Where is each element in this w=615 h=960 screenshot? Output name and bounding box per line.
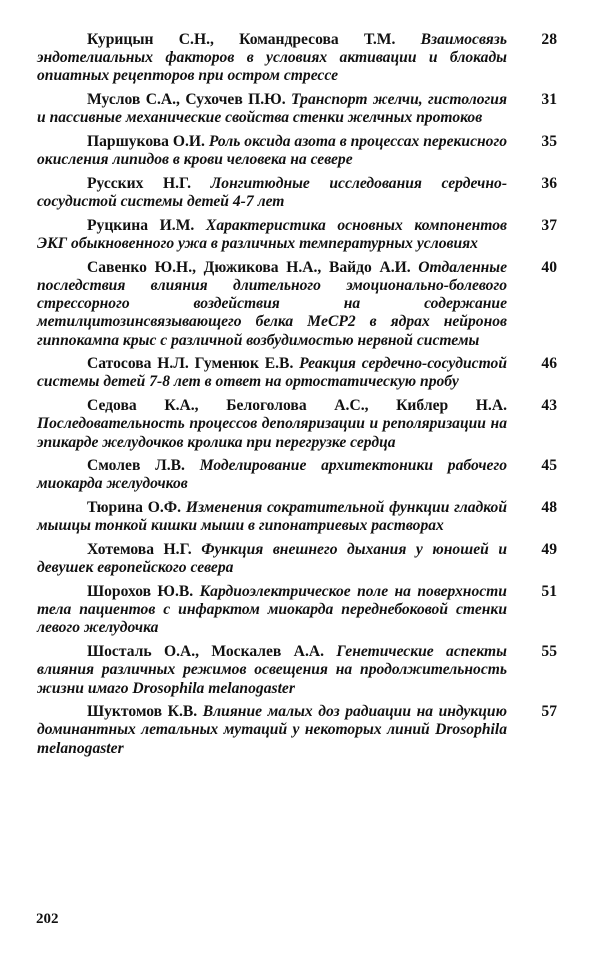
entry-text [37, 703, 507, 758]
entry-text [37, 541, 507, 577]
entry-page-number: 51 [541, 582, 557, 600]
toc-entry [37, 355, 557, 391]
entry-text [37, 133, 507, 169]
toc-entry [37, 31, 557, 86]
entry-text [37, 217, 507, 253]
entry-text [37, 259, 507, 350]
entry-text [37, 175, 507, 211]
entry-text [37, 31, 507, 86]
toc-entry [37, 91, 557, 127]
entry-title: Взаимосвязь эндотелиальных факторов в условиях активации и блокады опиатных рецепторов при остром стрессе [37, 31, 507, 85]
entry-title: Характеристика основных компонентов ЭКГ обыкновенного ужа в различных температурных условиях [37, 216, 507, 253]
entry-title: Транспорт желчи, гистология и пассивные механические свойства стенки желчных протоков [37, 91, 507, 127]
entry-title: Изменения сократительной функции гладкой мышцы тонкой кишки мыши в гипонатриевых растворах [37, 499, 508, 535]
entry-page-number: 35 [541, 133, 557, 151]
entry-authors: Смолев Л.В. [87, 457, 185, 475]
entry-page-number: 28 [541, 31, 557, 48]
entry-text [37, 583, 507, 638]
entry-authors: Седова К.А., Белоголова А.С., Киблер Н.А. [87, 397, 507, 415]
entry-authors: Курицын С.Н., Командресова Т.М. [87, 31, 396, 48]
toc-entry [37, 643, 557, 698]
toc-entry [37, 175, 557, 211]
entry-page-number: 46 [541, 355, 557, 373]
entry-text [37, 91, 507, 127]
entry-authors: Руцкина И.М. [87, 216, 195, 234]
entry-page-number: 40 [541, 258, 557, 276]
entry-title: Роль оксида азота в процессах перекисного окисления липидов в крови человека на севере [37, 133, 508, 169]
entry-authors: Тюрина О.Ф. [87, 499, 182, 517]
entry-authors: Хотемова Н.Г. [87, 541, 192, 559]
toc-entry [37, 457, 557, 493]
entry-page-number: 36 [541, 174, 557, 192]
entry-title: Лонгитюдные исследования сердечно-сосудистой системы детей 4-7 лет [37, 174, 508, 211]
toc-entry [37, 499, 557, 535]
entry-authors: Русских Н.Г. [87, 174, 192, 192]
entry-authors: Сатосова Н.Л. Гуменюк Е.В. [87, 355, 294, 373]
entry-text [37, 643, 507, 698]
table-of-contents [37, 31, 557, 763]
toc-entry [37, 259, 557, 350]
entry-title: Генетические аспекты влияния различных режимов освещения на продолжительность жизни имаго Drosophila melanogaster [37, 643, 507, 697]
toc-entry [37, 133, 557, 169]
toc-entry [37, 217, 557, 253]
entry-text [37, 397, 507, 452]
entry-title: Моделирование архитектоники рабочего миокарда желудочков [37, 457, 508, 493]
entry-title: Отдаленные последствия влияния длительного эмоционально-болевого стрессорного воздействия на содержание метилцитозинсвязывающего белка MeCP2 в ядрах нейронов гиппокампа крыс с различной возбудимостью нервной системы [37, 258, 507, 349]
entry-page-number: 31 [541, 91, 557, 109]
entry-authors: Шорохов Ю.В. [87, 582, 194, 600]
entry-text [37, 355, 507, 391]
entry-page-number: 43 [541, 397, 557, 415]
page-folio: 202 [36, 911, 59, 927]
entry-title: Последовательность процессов деполяризации и реполяризации на эпикарде желудочков кролика при перегрузке сердца [37, 415, 507, 451]
entry-title: Функция внешнего дыхания у юношей и девушек европейского севера [37, 541, 507, 577]
entry-title: Влияние малых доз радиации на индукцию доминантных летальных мутаций у некоторых линий Drosophila melanogaster [37, 703, 507, 757]
entry-authors: Шуктомов К.В. [87, 703, 198, 721]
toc-entry [37, 703, 557, 758]
entry-page-number: 45 [541, 457, 557, 475]
toc-entry [37, 541, 557, 577]
entry-authors: Шосталь О.А., Москалев А.А. [87, 643, 325, 661]
entry-title: Кардиоэлектрическое поле на поверхности тела пациентов с инфарктом миокарда переднебоковой стенки левого желудочка [37, 582, 507, 637]
entry-page-number: 48 [541, 499, 557, 517]
toc-entry [37, 583, 557, 638]
entry-authors: Муслов С.А., Сухочев П.Ю. [87, 91, 286, 109]
entry-text [37, 457, 507, 493]
entry-authors: Паршукова О.И. [87, 133, 205, 151]
toc-entry [37, 397, 557, 452]
entry-page-number: 55 [541, 643, 557, 661]
entry-page-number: 49 [541, 541, 557, 559]
entry-page-number: 57 [541, 703, 557, 721]
entry-authors: Савенко Ю.Н., Дюжикова Н.А., Вайдо А.И. [87, 258, 411, 276]
entry-title: Реакция сердечно-сосудистой системы детей 7-8 лет в ответ на ортостатическую пробу [37, 355, 507, 391]
entry-text [37, 499, 507, 535]
entry-page-number: 37 [541, 216, 557, 234]
